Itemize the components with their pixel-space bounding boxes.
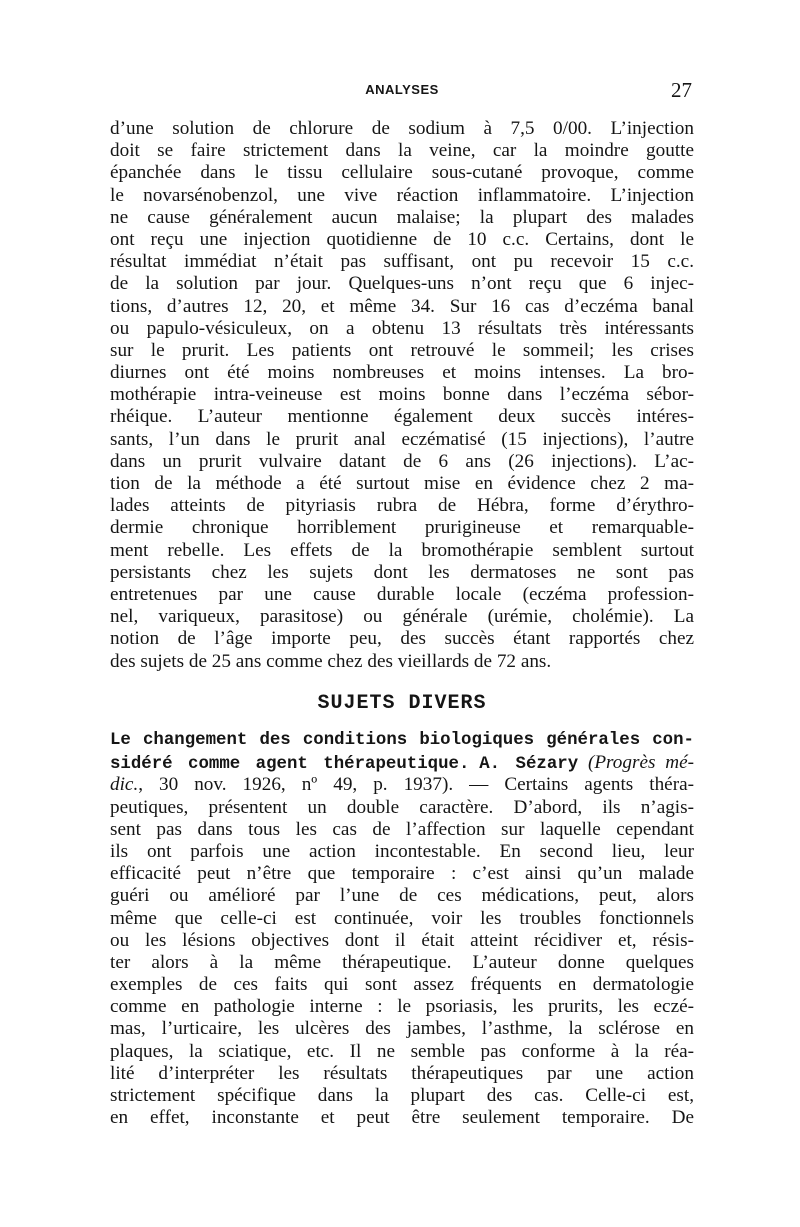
text-line: ont reçu une injection quotidienne de 10 c.c. Certains, dont le: [110, 228, 694, 250]
article-title-line: [110, 752, 694, 774]
text-line: rhéique. L’auteur mentionne également deux succès intéres-: [110, 406, 694, 428]
header-title: ANALYSES: [365, 82, 439, 97]
text-line: d’une solution de chlorure de sodium à 7,5 0/00. L’injection: [110, 118, 694, 139]
text-line: le novarsénobenzol, une vive réaction inflammatoire. L’injection: [110, 184, 694, 206]
text-line: comme en pathologie interne : le psoriasis, les prurits, les eczé-: [110, 996, 694, 1018]
text-line: ment rebelle. Les effets de la bromothérapie semblent surtout: [110, 539, 694, 561]
article-abstract: [110, 730, 694, 1129]
text-line: exemples de ces faits qui sont assez fréquents en dermatologie: [110, 974, 694, 996]
text-line: des sujets de 25 ans comme chez des vieillards de 72 ans.: [110, 650, 552, 672]
text-line: de la solution par jour. Quelques-uns n’ont reçu que 6 injec-: [110, 273, 694, 295]
text-line: tion de la méthode a été surtout mise en évidence chez 2 ma-: [110, 473, 694, 494]
running-header: [110, 78, 694, 102]
text-line: guéri ou amélioré par l’une de ces médications, peut, alors: [110, 885, 694, 907]
text-line: entretenues par une cause durable locale (eczéma profession-: [110, 583, 694, 605]
text-line: sur le prurit. Les patients ont retrouvé le sommeil; les crises: [110, 339, 694, 361]
paragraph-analysis: [110, 118, 694, 673]
article-source-journal-end: dic.: [110, 774, 139, 796]
text-line: lades atteints de pityriasis rubra de Hébra, forme d’érythro-: [110, 495, 694, 517]
article-citation: , 30 nov. 1926, nº 49, p. 1937). — Certains agents théra-: [138, 774, 694, 796]
text-line: peutiques, présentent un double caractère. D’abord, ils n’agis-: [110, 796, 694, 818]
article-author: A. Sézary: [479, 755, 579, 775]
text-line: épanchée dans le tissu cellulaire sous-cutané provoque, comme: [110, 162, 694, 184]
text-line: tions, d’autres 12, 20, et même 34. Sur 16 cas d’eczéma banal: [110, 295, 694, 317]
text-line: même que celle-ci est continuée, voir les troubles fonctionnels: [110, 907, 694, 929]
text-line: diurnes ont été moins nombreuses et moins intenses. La bro-: [110, 362, 694, 384]
text-line: doit se faire strictement dans la veine, car la moindre goutte: [110, 140, 694, 162]
text-line: ils ont parfois une action incontestable. En second lieu, leur: [110, 840, 694, 862]
text-line: strictement spécifique dans la plupart des cas. Celle-ci est,: [110, 1085, 694, 1106]
text-line: efficacité peut n’être que temporaire : c’est ainsi qu’un malade: [110, 863, 694, 885]
article-source-journal: (Progrès mé-: [587, 752, 694, 774]
article-title-end: sidéré comme agent thérapeutique.: [110, 755, 470, 775]
text-line: dermie chronique horriblement prurigineuse et remarquable-: [110, 517, 694, 539]
text-line: mothérapie intra-veineuse est moins bonne dans l’eczéma sébor-: [110, 384, 694, 406]
text-line: dans un prurit vulvaire datant de 6 ans (26 injections). L’ac-: [110, 450, 694, 472]
article-citation-line: [110, 774, 694, 796]
text-line: ne cause généralement aucun malaise; la plupart des malades: [110, 206, 694, 228]
text-line: notion de l’âge importe peu, des succès étant rapportés chez: [110, 628, 694, 650]
text-line: lité d’interpréter les résultats thérapeutiques par une action: [110, 1062, 694, 1084]
text-line: sants, l’un dans le prurit anal eczématisé (15 injections), l’autre: [110, 428, 694, 450]
text-line: ou papulo-vésiculeux, on a obtenu 13 résultats très intéressants: [110, 317, 694, 339]
text-line: ou les lésions objectives dont il était atteint récidiver et, résis-: [110, 929, 694, 951]
section-title: SUJETS DIVERS: [317, 692, 487, 715]
text-line: en effet, inconstante et peut être seulement temporaire. De: [110, 1107, 694, 1129]
article-title-line: Le changement des conditions biologiques générales con-: [110, 731, 694, 750]
text-line: sent pas dans tous les cas de l’affection sur laquelle cependant: [110, 818, 694, 840]
page-number: 27: [671, 78, 692, 102]
text-line: plaques, la sciatique, etc. Il ne semble pas conforme à la réa-: [110, 1040, 694, 1062]
text-line: mas, l’urticaire, les ulcères des jambes, l’asthme, la sclérose en: [110, 1018, 694, 1040]
text-line: ter alors à la même thérapeutique. L’auteur donne quelques: [110, 951, 694, 973]
text-line: persistants chez les sujets dont les dermatoses ne sont pas: [110, 561, 694, 583]
text-line: nel, variqueux, parasitose) ou générale (urémie, cholémie). La: [110, 606, 694, 628]
text-line: résultat immédiat n’était pas suffisant, ont pu recevoir 15 c.c.: [110, 251, 694, 273]
